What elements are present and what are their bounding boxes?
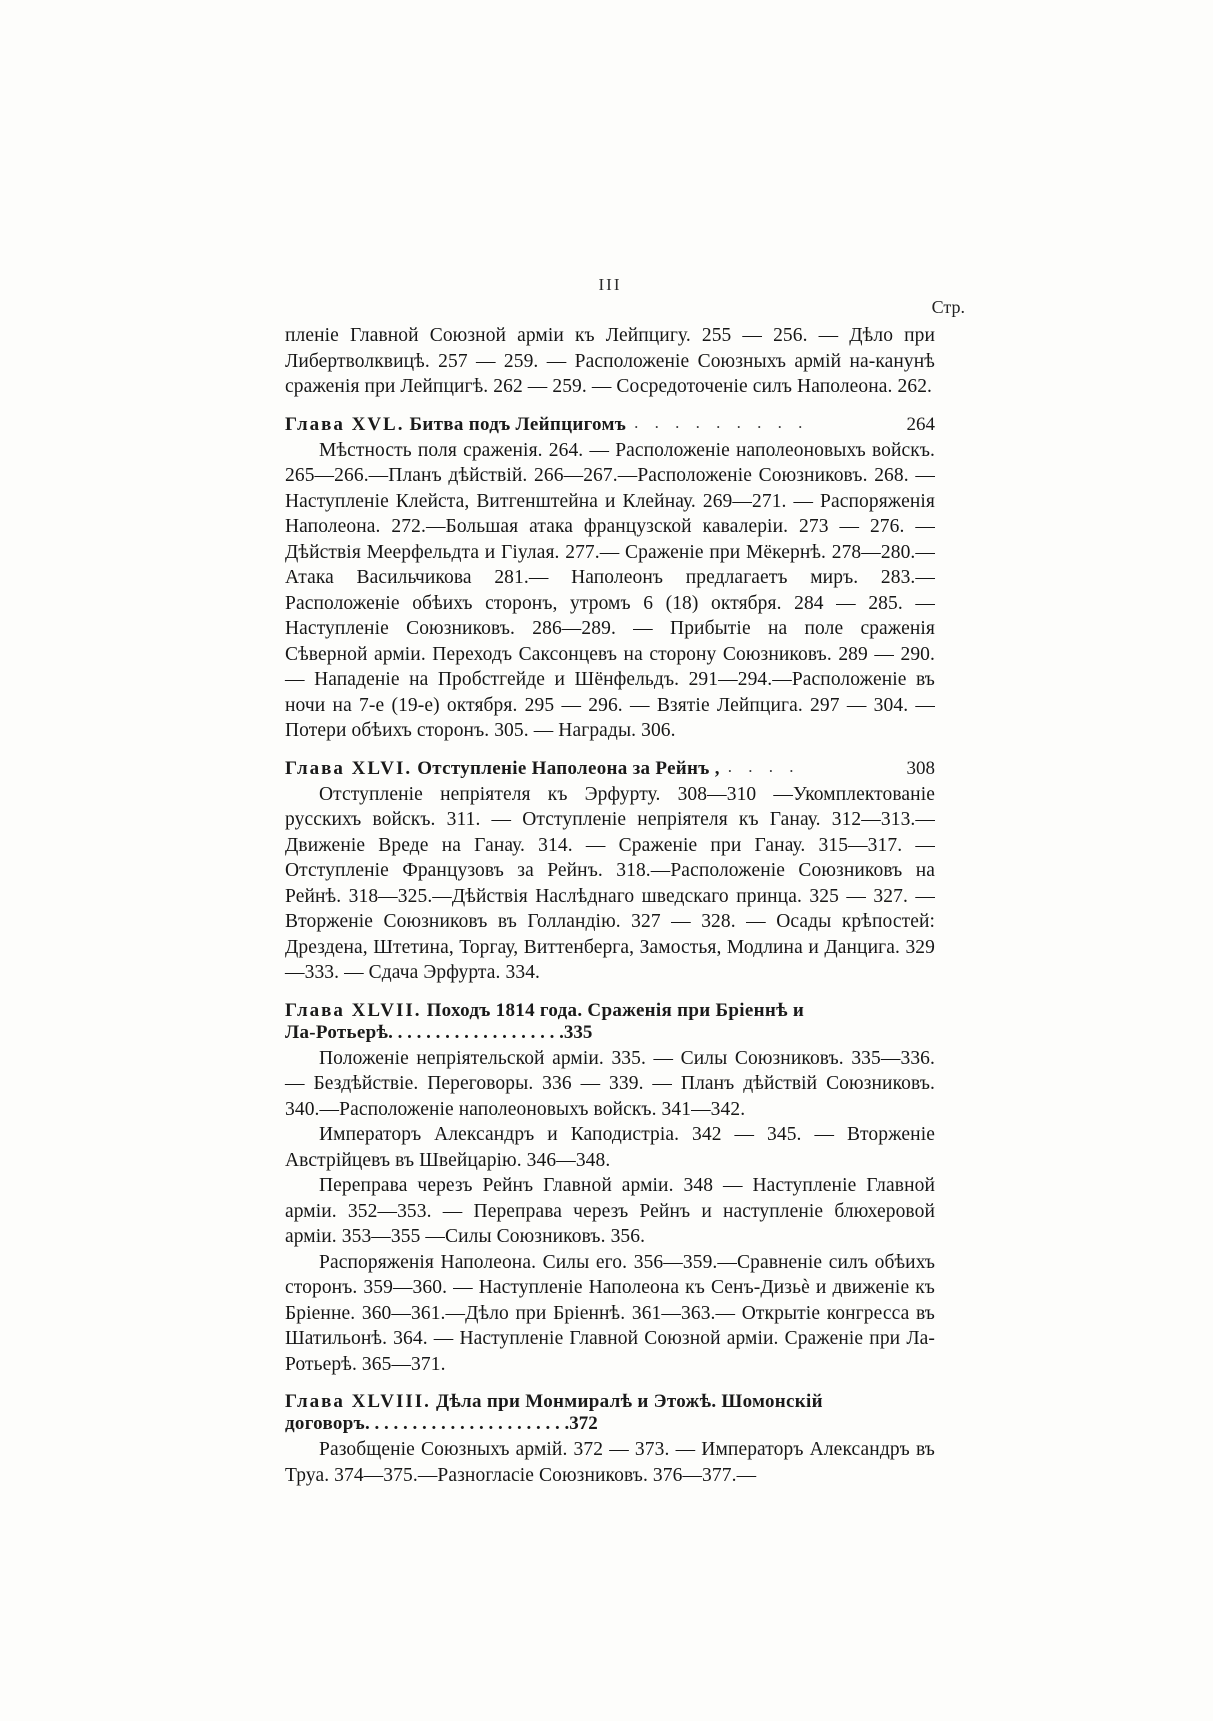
chapter-label: Глава XLVI. — [285, 757, 413, 779]
dot-leader: . . . . — [727, 756, 800, 776]
chapter-page-number: 264 — [906, 413, 935, 435]
chapter-title: Отступленіе Наполеона за Рейнъ , — [417, 757, 720, 779]
chapter-label: Глава XLVIII. — [285, 1391, 431, 1412]
toc-chapter-entry[interactable] — [285, 414, 935, 436]
chapter-label: Глава XVL. — [285, 413, 405, 435]
chapter-title: Походъ 1814 года. Сраженія при Бріеннѣ и — [426, 999, 805, 1021]
chapter-page-number: 372 — [569, 1413, 598, 1434]
page-folio: III — [598, 275, 622, 294]
column-header-pages: Стр. — [931, 297, 965, 317]
toc-chapter-entry[interactable] — [285, 1391, 935, 1435]
dot-leader: . . . . . . . . . . . . . . . . . . . — [388, 1021, 564, 1043]
chapter-title-continued: договоръ — [285, 1413, 365, 1434]
toc-body — [285, 323, 935, 1488]
toc-chapter-entry[interactable] — [285, 1000, 935, 1044]
chapter-label: Глава XLVII. — [285, 999, 422, 1021]
chapter-page-number: 308 — [906, 757, 935, 779]
toc-paragraph: Переправа черезъ Рейнъ Главной арміи. 348 — Наступленіе Главной арміи. 352—353. — Переправа черезъ Рейнъ и наступленіе блюхеровой арміи. 353—355 —Силы Союзниковъ. 356. — [285, 1175, 935, 1247]
chapter-title: Битва подъ Лейпцигомъ — [409, 413, 627, 435]
toc-paragraph: пленіе Главной Союзной арміи къ Лейпцигу. 255 — 256. — Дѣло при Либертволквицѣ. 257 — 259. — Расположеніе Союзныхъ армій на-канунѣ сраженія при Лейпцигѣ. 262 — 259. — Сосредоточеніе силъ Наполеона. 262. — [285, 325, 935, 397]
chapter-title-continued: Ла-Ротьерѣ — [285, 1021, 389, 1043]
toc-paragraph: Распоряженія Наполеона. Силы его. 356—359.—Сравненіе силъ обѣихъ сторонъ. 359—360. — Наступленіе Наполеона къ Сенъ-Дизьè и движеніе къ Бріенне. 360—361.—Дѣло при Бріеннѣ. 361—363.— Открытіе конгресса въ Шатильонѣ. 364. — Наступленіе Главной Союзной арміи. Сраженіе при Ла-Ротьерѣ. 365—371. — [285, 1251, 935, 1375]
dot-leader: . . . . . . . . . . . . . . . . . . . . . . — [364, 1413, 570, 1434]
chapter-title: Дѣла при Монмиралѣ и Этожѣ. Шомонскій — [435, 1391, 823, 1412]
table-of-contents — [285, 275, 965, 1488]
toc-paragraph: Разобщеніе Союзныхъ армій. 372 — 373. — Императоръ Александръ въ Труа. 374—375.—Разногласіе Союзниковъ. 376—377.— — [285, 1439, 935, 1486]
dot-leader: . . . . . . . . . — [634, 412, 809, 432]
toc-paragraph: Императоръ Александръ и Каподистріа. 342 — 345. — Вторженіе Австрійцевъ въ Швейцарію. 346—348. — [285, 1124, 935, 1171]
toc-paragraph: Мѣстность поля сраженія. 264. — Расположеніе наполеоновыхъ войскъ. 265—266.—Планъ дѣйствій. 266—267.—Расположеніе Союзниковъ. 268. — Наступленіе Клейста, Витгенштейна и Клейнау. 269—271. — Распоряженія Наполеона. 272.—Большая атака французской кавалеріи. 273 — 276. — Дѣйствія Меерфельдта и Гіулая. 277.— Сраженіе при Мёкернѣ. 278—280.—Атака Васильчикова 281.— Наполеонъ предлагаетъ миръ. 283.—Расположеніе обѣихъ сторонъ, утромъ 6 (18) октября. 284 — 285. — Наступленіе Союзниковъ. 286—289. — Прибытіе на поле сраженія Сѣверной арміи. Переходъ Саксонцевъ на сторону Союзниковъ. 289 — 290. — Нападеніе на Пробстгейде и Шёнфельдъ. 291—294.—Расположеніе въ ночи на 7-е (19-е) октября. 295 — 296. — Взятіе Лейпцига. 297 — 304. — Потери обѣихъ сторонъ. 305. — Награды. 306. — [285, 439, 935, 741]
toc-paragraph: Положеніе непріятельской арміи. 335. — Силы Союзниковъ. 335—336. — Бездѣйствіе. Переговоры. 336 — 339. — Планъ дѣйствій Союзниковъ. 340.—Расположеніе наполеоновыхъ войскъ. 341—342. — [285, 1047, 935, 1120]
chapter-page-number: 335 — [563, 1021, 593, 1043]
toc-paragraph: Отступленіе непріятеля къ Эрфурту. 308—310 —Укомплектованіе русскихъ войскъ. 311. — Отступленіе непріятеля къ Ганау. 312—313.—Движеніе Вреде на Ганау. 314. — Сраженіе при Ганау. 315—317. — Отступленіе Французовъ за Рейнъ. 318.—Расположеніе Союзниковъ на Рейнѣ. 318—325.—Дѣйствія Наслѣднаго шведскаго принца. 325 — 327. — Вторженіе Союзниковъ въ Голландію. 327 — 328. — Осады крѣпостей: Дрездена, Штетина, Торгау, Виттенберга, Замостья, Модлина и Данцига. 329—333. — Сдача Эрфурта. 334. — [285, 783, 935, 983]
toc-chapter-entry[interactable] — [285, 758, 935, 780]
